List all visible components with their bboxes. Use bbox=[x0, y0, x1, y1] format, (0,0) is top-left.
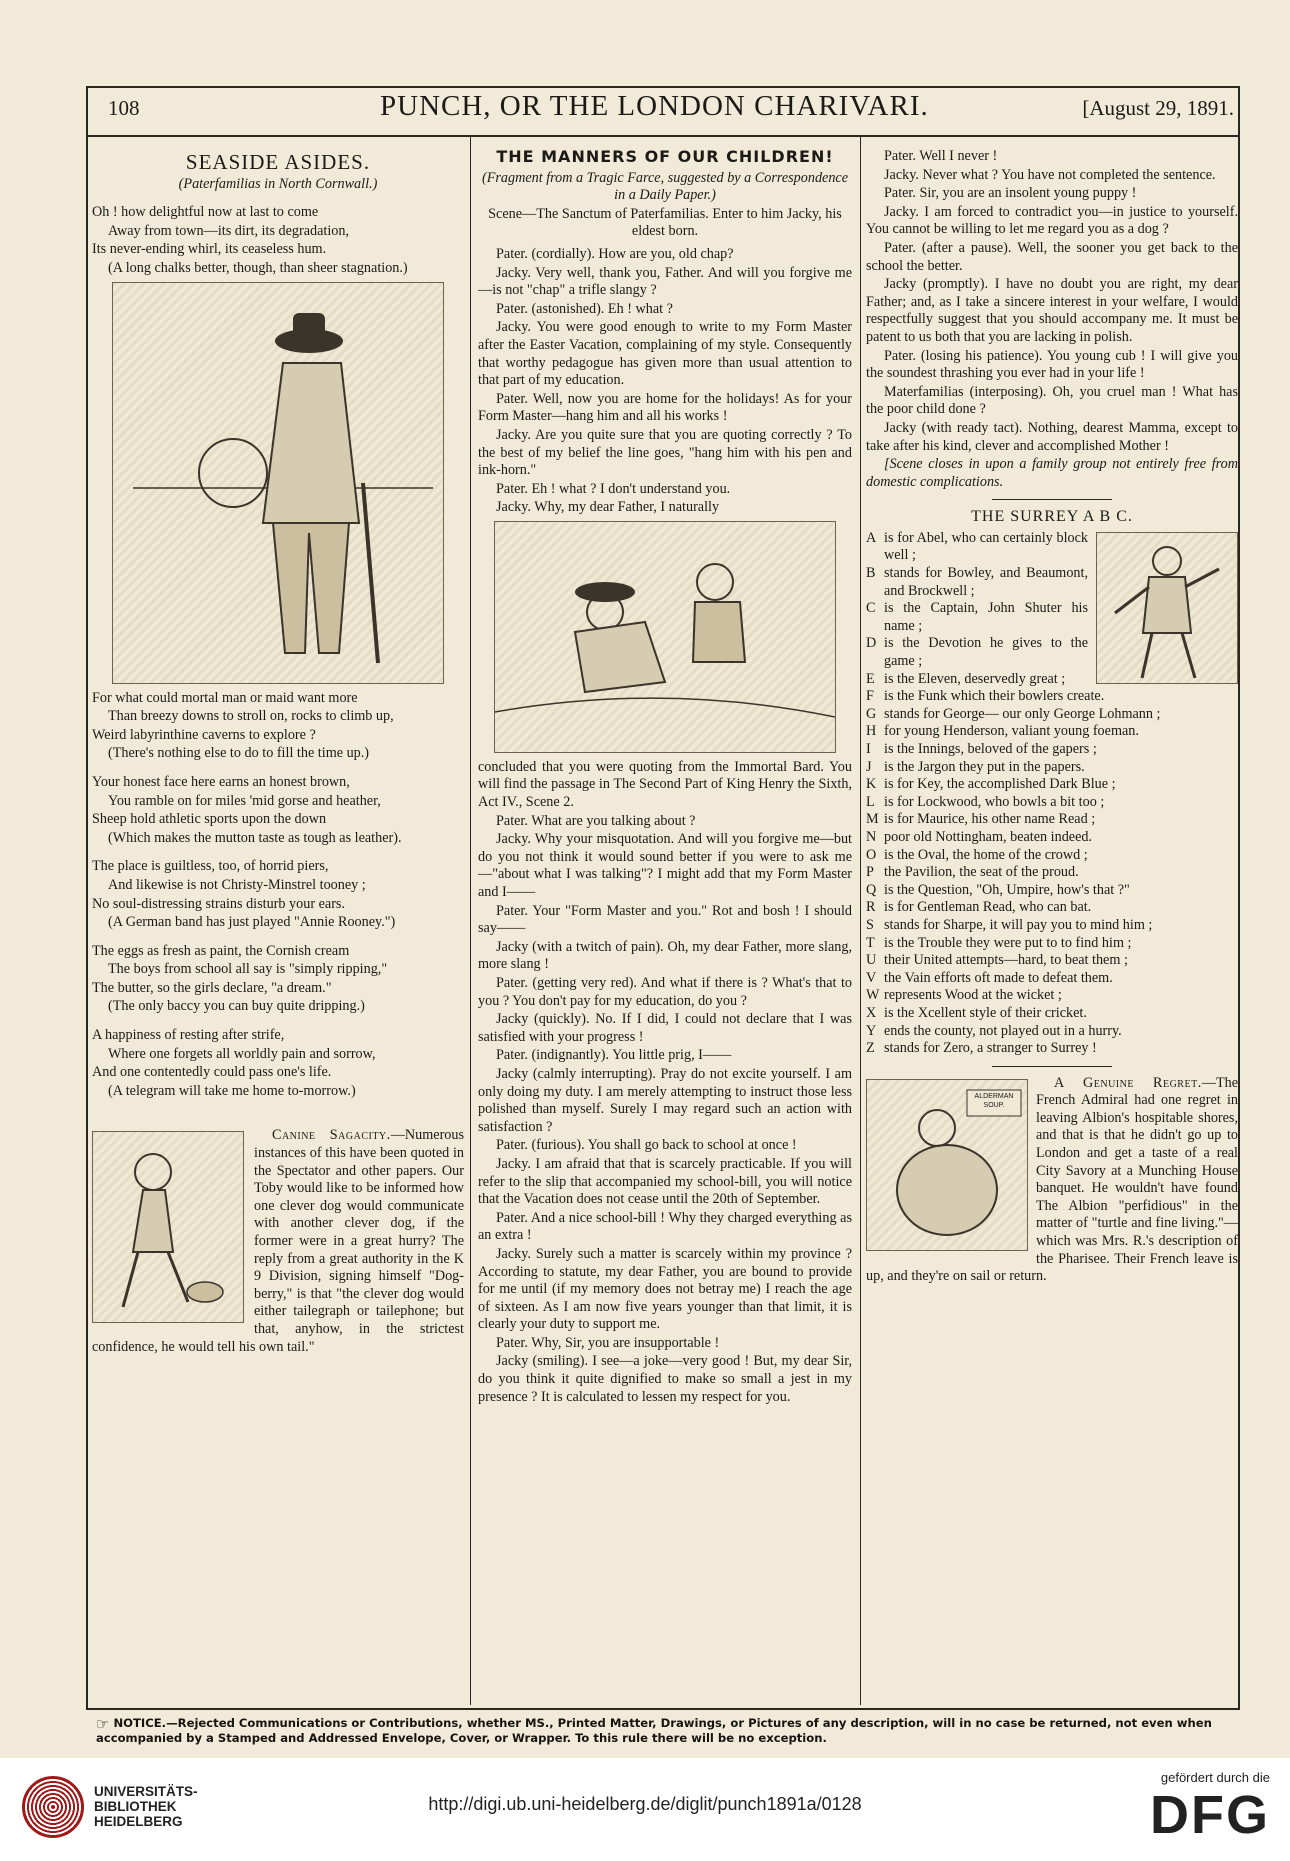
abc-text: stands for George— our only George Lohmann ; bbox=[884, 705, 1161, 722]
abc-text: is the Jargon they put in the papers. bbox=[884, 758, 1085, 775]
abc-text: is for Abel, who can certainly block well ; bbox=[884, 529, 1088, 564]
abc-entry bbox=[866, 917, 1238, 935]
abc-text: is for Lockwood, who bowls a bit too ; bbox=[884, 793, 1105, 810]
abc-entry bbox=[866, 829, 1238, 847]
verse-line: You ramble on for miles 'mid gorse and heather, bbox=[108, 792, 381, 809]
dialogue-line: Pater. Eh ! what ? I don't understand you. bbox=[496, 480, 731, 497]
abc-entry bbox=[866, 864, 1238, 882]
abc-text: is the Innings, beloved of the gapers ; bbox=[884, 741, 1097, 757]
abc-text: poor old Nottingham, beaten indeed. bbox=[884, 828, 1093, 845]
verse-line: (A long chalks better, though, than sheer stagnation.) bbox=[108, 259, 408, 276]
abc-text: ends the county, not played out in a hurry. bbox=[884, 1022, 1122, 1039]
header-rule bbox=[86, 135, 1240, 137]
abc-text: stands for Zero, a stranger to Surrey ! bbox=[884, 1040, 1097, 1057]
abc-text: is for Maurice, his other name Read ; bbox=[884, 811, 1096, 828]
verse-line: Its never-ending whirl, its ceaseless hum. bbox=[92, 241, 327, 258]
dialogue-line: Pater. Well, now you are home for the holidays! As for your Form Master—hang him and all his works ! bbox=[478, 390, 852, 425]
abc-letter: U bbox=[866, 952, 877, 969]
abc-letter: A bbox=[866, 529, 877, 546]
dialogue-line: Jacky (calmly interrupting). Pray do not excite yourself. I am only doing my duty. I am merely attempting to instruct those less polished than myself. Surely I may regard such an action with satisfaction ? bbox=[478, 1065, 852, 1135]
column-1 bbox=[92, 148, 464, 1704]
verse-line: (A German band has just played "Annie Rooney.") bbox=[108, 914, 396, 931]
section-divider bbox=[992, 499, 1112, 500]
dialogue-line: Jacky. Very well, thank you, Father. And will you forgive me—is not "chap" a trifle slangy ? bbox=[478, 264, 852, 299]
abc-entry bbox=[866, 1023, 1238, 1041]
dialogue-line: Jacky (smiling). I see—a joke—very good ! But, my dear Sir, do you think it quite dignified to make so small a jest in my presence ? It is calculated to lessen my respect for you. bbox=[478, 1353, 852, 1405]
illustration-drawing bbox=[93, 1132, 243, 1322]
abc-entry bbox=[866, 530, 1088, 565]
verse-line: (A telegram will take me home to-morrow.) bbox=[108, 1082, 356, 1099]
publication-title: PUNCH, OR THE LONDON CHARIVARI. bbox=[380, 90, 929, 122]
university-name: UNIVERSITÄTS- BIBLIOTHEK HEIDELBERG bbox=[94, 1784, 198, 1829]
illustration-admiral-soup bbox=[866, 1079, 1028, 1251]
abc-text: for young Henderson, valiant young foeman. bbox=[884, 723, 1139, 740]
abc-letter: L bbox=[866, 793, 875, 810]
verse-line: The eggs as fresh as paint, the Cornish cream bbox=[92, 942, 350, 959]
abc-entry bbox=[866, 600, 1088, 635]
dialogue-line: Pater. What are you talking about ? bbox=[496, 812, 696, 829]
verse-line: Away from town—its dirt, its degradation, bbox=[108, 222, 350, 239]
dialogue-line: Jacky (with ready tact). Nothing, dearest Mamma, except to take after his kind, clever and accomplished Mother ! bbox=[866, 419, 1238, 454]
notice-text: —Rejected Communications or Contributions, whether MS., Printed Matter, Drawings, or Pictures of any description, will in no case be returned, not even when accompanied by a Stamped and Addressed Envelope, Cover, or Wrapper. To this rule there will be no exception. bbox=[96, 1716, 1212, 1746]
abc-entry bbox=[866, 882, 1238, 900]
stage-direction: [Scene closes in upon a family group not entirely free from domestic complications. bbox=[866, 456, 1238, 490]
abc-letter: C bbox=[866, 600, 876, 617]
notice-label: NOTICE. bbox=[113, 1716, 167, 1730]
abc-text: is the Oval, the home of the crowd ; bbox=[884, 846, 1088, 863]
dialogue-line: Jacky. Surely such a matter is scarcely within my province ? According to statute, my dear Father, you are bound to provide for me until (if my memory does not betray me) I reach the age of sixteen. As I am now five years younger than that limit, it is clearly your duty to support me. bbox=[478, 1245, 852, 1333]
verse-line: No soul-distressing strains disturb your ears. bbox=[92, 895, 345, 912]
dialogue-line: Pater. Well I never ! bbox=[884, 148, 998, 164]
abc-entry bbox=[866, 723, 1238, 741]
abc-text: is for Gentleman Read, who can bat. bbox=[884, 899, 1092, 916]
article-title-seaside: SEASIDE ASIDES. bbox=[185, 150, 371, 174]
dialogue-line: Pater. (furious). You shall go back to school at once ! bbox=[496, 1137, 797, 1154]
article-title-manners: THE MANNERS OF OUR CHILDREN! bbox=[496, 148, 834, 166]
article-subtitle: (Paterfamilias in North Cornwall.) bbox=[178, 175, 378, 192]
abc-letter: X bbox=[866, 1004, 877, 1021]
abc-entry bbox=[866, 759, 1238, 777]
abc-entry bbox=[866, 635, 1088, 670]
verse-line: (Which makes the mutton taste as tough as leather). bbox=[108, 829, 402, 846]
illustration-drawing bbox=[495, 522, 835, 752]
abc-entry bbox=[866, 565, 1088, 600]
dialogue-line: Pater. Sir, you are an insolent young puppy ! bbox=[884, 185, 1137, 202]
abc-entry bbox=[866, 776, 1238, 794]
illustration-gentleman-at-sea bbox=[112, 282, 444, 684]
abc-letter: Q bbox=[866, 881, 877, 898]
section-divider bbox=[992, 1066, 1112, 1067]
abc-text: is the Trouble they were put to to find him ; bbox=[884, 934, 1132, 951]
verse-line: And one contentedly could pass one's life. bbox=[92, 1064, 332, 1081]
verse-line: The butter, so the girls declare, "a dream." bbox=[92, 979, 332, 996]
abc-letter: Z bbox=[866, 1040, 875, 1057]
abc-letter: W bbox=[866, 987, 880, 1004]
abc-entry bbox=[866, 935, 1238, 953]
illustration-children-on-beach bbox=[494, 521, 836, 753]
abc-letter: M bbox=[866, 811, 879, 828]
pointing-hand-icon: ☞ bbox=[96, 1715, 110, 1733]
verse-line: Sheep hold athletic sports upon the down bbox=[92, 811, 327, 828]
paragraph-text: —Numerous instances of this have been quoted in the Spectator and other papers. Our Toby would like to be informed how one clever dog would communicate with another clever dog, if the former were in a great hurry? The reply from a great authority in the K 9 Division, signing himself "Dog-berry," is that "the clever dog would either tailegraph or tailephone; but that, anyhow, in the strictest confidence, he would tell his own tail." bbox=[92, 1127, 464, 1355]
issue-date: [August 29, 1891. bbox=[1082, 96, 1234, 120]
dialogue-line: Jacky. Why your misquotation. And will you forgive me—but do you not think it would sound better if you were to ask me—"about what I was talking"? I might add that my Form Master and I—— bbox=[478, 831, 852, 901]
verse-line: Where one forgets all worldly pain and sorrow, bbox=[108, 1045, 376, 1062]
dialogue-line: Pater. (getting very red). And what if there is ? What's that to you ? You don't pay for my education, do you ? bbox=[478, 975, 852, 1009]
dialogue-line: Pater. (astonished). Eh ! what ? bbox=[496, 300, 673, 317]
abc-entry bbox=[866, 794, 1238, 812]
verse-line: The place is guiltless, too, of horrid piers, bbox=[92, 858, 329, 875]
abc-text: is the Funk which their bowlers create. bbox=[884, 688, 1105, 705]
abc-letter: Y bbox=[866, 1022, 877, 1039]
dialogue-line: Jacky. Are you quite sure that you are quoting correctly ? To the best of my belief the line goes, "hang him with his pen and ink-horn." bbox=[478, 426, 852, 479]
paragraph-text: —The French Admiral had one regret in leaving Albion's hospitable shores, and that is that he didn't go up to London and get a taste of a real City Savory at a Munching House banquet. He wouldn't have found The Albion "perfidious" in the matter of "turtle and fine living."—which was Mrs. R.'s description of the Pharisee. Their French leave is up, and they're on sail or return. bbox=[866, 1074, 1238, 1285]
abc-entry bbox=[866, 1040, 1238, 1058]
verse-line: And likewise is not Christy-Minstrel tooney ; bbox=[108, 876, 366, 893]
abc-letter: E bbox=[866, 670, 875, 687]
funded-by-label: gefördert durch die bbox=[1160, 1770, 1270, 1785]
abc-entry bbox=[866, 741, 1238, 759]
verse-line: (There's nothing else to do to fill the time up.) bbox=[108, 745, 370, 762]
abc-letter: O bbox=[866, 846, 877, 863]
dialogue-line: Pater. (losing his patience). You young cub ! I will give you the soundest thrashing you ever had in your life ! bbox=[866, 347, 1238, 382]
abc-text: the Pavilion, the seat of the proud. bbox=[884, 864, 1079, 881]
dialogue-line: Materfamilias (interposing). Oh, you cruel man ! What has the poor child done ? bbox=[866, 383, 1238, 418]
abc-text: is the Xcellent style of their cricket. bbox=[884, 1004, 1087, 1021]
verse-line: Oh ! how delightful now at last to come bbox=[92, 204, 319, 221]
illustration-drawing bbox=[1097, 533, 1237, 683]
abc-letter: R bbox=[866, 899, 876, 916]
abc-letter: S bbox=[866, 916, 874, 933]
abc-text: stands for Sharpe, it will pay you to mind him ; bbox=[884, 916, 1153, 933]
abc-entry bbox=[866, 899, 1238, 917]
dialogue-line: Pater. Your "Form Master and you." Rot and bosh ! I should say—— bbox=[478, 902, 852, 937]
abc-entry bbox=[866, 671, 1088, 689]
paragraph-heading: Canine Sagacity. bbox=[272, 1127, 391, 1144]
abc-letter: V bbox=[866, 969, 877, 986]
dialogue-line: Jacky. Never what ? You have not completed the sentence. bbox=[884, 166, 1216, 183]
illustration-cricketer bbox=[1096, 532, 1238, 684]
abc-entry bbox=[866, 952, 1238, 970]
abc-letter: H bbox=[866, 723, 877, 740]
dialogue-line: Pater. (indignantly). You little prig, I—— bbox=[496, 1047, 732, 1064]
abc-letter: D bbox=[866, 635, 877, 652]
column-rule-1 bbox=[470, 137, 471, 1705]
abc-text: is the Captain, John Shuter his name ; bbox=[884, 600, 1088, 634]
abc-letter: I bbox=[866, 741, 871, 757]
dialogue-line: Pater. Why, Sir, you are insupportable ! bbox=[496, 1334, 720, 1351]
article-title-surrey-abc: THE SURREY A B C. bbox=[971, 508, 1133, 526]
dialogue-line: Jacky. You were good enough to write to my Form Master after the Easter Vacation, complaining of my style. Consequently that worthy pedagogue has given more than usual attention to that part of my education. bbox=[478, 319, 852, 389]
illustration-dog bbox=[92, 1131, 244, 1323]
dialogue-line: Jacky (promptly). I have no doubt you are right, my dear Father; and, as I take a sincere interest in your welfare, I would respectfully suggest that you should accompany me. It must be patent to us both that you are lacking in polish. bbox=[866, 276, 1238, 345]
notice-footer bbox=[96, 1716, 1242, 1746]
abc-entry bbox=[866, 970, 1238, 988]
column-3 bbox=[866, 148, 1238, 1704]
abc-entry bbox=[866, 847, 1238, 865]
abc-entry bbox=[866, 1005, 1238, 1023]
abc-letter: N bbox=[866, 828, 877, 845]
dfg-logo bbox=[1150, 1770, 1270, 1845]
abc-letter: J bbox=[866, 758, 872, 775]
abc-text: is the Eleven, deservedly great ; bbox=[884, 670, 1066, 687]
abc-text: stands for Bowley, and Beaumont, and Brockwell ; bbox=[884, 565, 1088, 599]
dialogue-line: Pater. (cordially). How are you, old chap? bbox=[496, 245, 734, 262]
abc-text: the Vain efforts oft made to defeat them. bbox=[884, 969, 1113, 986]
abc-entry bbox=[866, 987, 1238, 1005]
abc-letter: P bbox=[866, 864, 874, 881]
abc-letter: K bbox=[866, 776, 877, 793]
dialogue-line: Pater. (after a pause). Well, the sooner you get back to the school the better. bbox=[866, 239, 1238, 274]
soup-sign: ALDERMAN SOUP. bbox=[974, 1092, 1014, 1109]
verse-line: (The only baccy you can buy quite dripping.) bbox=[108, 998, 365, 1015]
verse-line: A happiness of resting after strife, bbox=[92, 1027, 285, 1044]
illustration-drawing bbox=[113, 283, 443, 683]
dialogue-line: Jacky. I am afraid that that is scarcely practicable. If you will refer to the slip that accompanied my school-bill, you will notice that the Vacation does not cease until the 20th of September. bbox=[478, 1155, 852, 1208]
verse-line: Weird labyrinthine caverns to explore ? bbox=[92, 726, 316, 743]
verse-line: The boys from school all say is "simply ripping," bbox=[108, 961, 388, 978]
article-subtitle: (Fragment from a Tragic Farce, suggested by a Correspondence in a Daily Paper.) bbox=[481, 169, 849, 204]
dialogue-line: Jacky. Why, my dear Father, I naturally bbox=[496, 499, 720, 516]
page-number: 108 bbox=[108, 96, 140, 120]
dialogue-line: concluded that you were quoting from the Immortal Bard. You will find the passage in The Second Part of King Henry the Sixth, Act IV., Scene 2. bbox=[478, 758, 852, 811]
paragraph-heading: A Genuine Regret. bbox=[1054, 1074, 1202, 1091]
abc-entry bbox=[866, 688, 1238, 706]
abc-letter: T bbox=[866, 934, 875, 951]
abc-entry bbox=[866, 706, 1238, 724]
abc-entry bbox=[866, 811, 1238, 829]
dialogue-line: Pater. And a nice school-bill ! Why they charged everything as an extra ! bbox=[478, 1209, 852, 1244]
abc-text: is the Devotion he gives to the game ; bbox=[884, 635, 1088, 670]
verse-line: Your honest face here earns an honest brown, bbox=[92, 773, 350, 790]
abc-letter: G bbox=[866, 705, 877, 722]
abc-letter: F bbox=[866, 688, 874, 705]
abc-text: is for Key, the accomplished Dark Blue ; bbox=[884, 776, 1116, 793]
column-rule-2 bbox=[860, 137, 861, 1705]
abc-text: represents Wood at the wicket ; bbox=[884, 987, 1062, 1004]
verse-line: For what could mortal man or maid want more bbox=[92, 689, 358, 706]
abc-letter: B bbox=[866, 565, 876, 582]
column-2 bbox=[478, 148, 852, 1704]
source-url[interactable]: http://digi.ub.uni-heidelberg.de/diglit/punch1891a/0128 bbox=[428, 1794, 862, 1814]
abc-text: their United attempts—hard, to beat them ; bbox=[884, 952, 1128, 969]
abc-text: is the Question, "Oh, Umpire, how's that ?" bbox=[884, 881, 1130, 898]
dialogue-line: Jacky (quickly). No. If I did, I could not declare that I was satisfied with your progress ! bbox=[478, 1011, 852, 1045]
digitization-footer bbox=[0, 1758, 1290, 1861]
verse-line: Than breezy downs to stroll on, rocks to climb up, bbox=[108, 708, 394, 725]
dialogue-line: Jacky. I am forced to contradict you—in justice to yourself. You cannot be willing to let me regard you as a dog ? bbox=[866, 203, 1238, 238]
dfg-mark: DFG bbox=[1150, 1785, 1270, 1845]
scene-direction: Scene—The Sanctum of Paterfamilias. Enter to him Jacky, his eldest born. bbox=[488, 205, 842, 240]
dialogue-line: Jacky (with a twitch of pain). Oh, my dear Father, more slang, more slang ! bbox=[478, 938, 852, 973]
